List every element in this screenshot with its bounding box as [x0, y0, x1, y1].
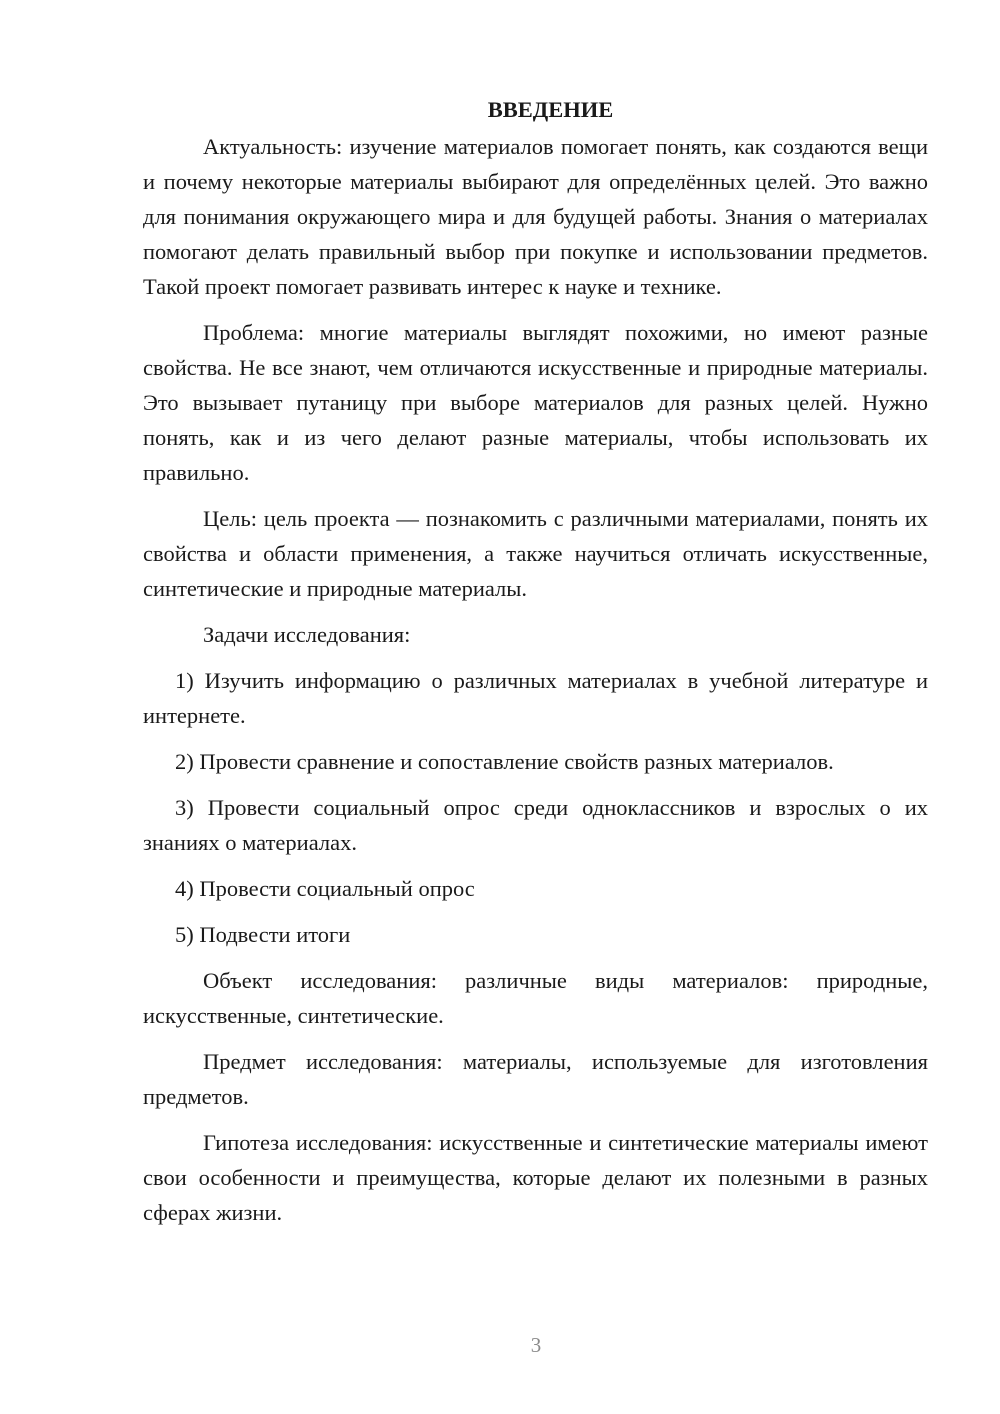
- tasks-list: [143, 663, 928, 952]
- page-title: ВВЕДЕНИЕ: [487, 97, 614, 122]
- paragraph-subject: Предмет исследования: материалы, используемые для изготовления предметов.: [143, 1049, 928, 1109]
- paragraph-object: Объект исследования: различные виды материалов: природные, искусственные, синтетические.: [143, 968, 928, 1028]
- list-item: 3) Провести социальный опрос среди одноклассников и взрослых о их знаниях о материалах.: [143, 795, 928, 855]
- list-item: 4) Провести социальный опрос: [175, 876, 475, 901]
- paragraph-hypothesis: Гипотеза исследования: искусственные и синтетические материалы имеют свои особенности и преимущества, которые делают их полезными в разных сферах жизни.: [143, 1130, 928, 1225]
- paragraph-relevance: Актуальность: изучение материалов помогает понять, как создаются вещи и почему некоторые материалы выбирают для определённых целей. Это важно для понимания окружающего мира и для будущей работы. Знания о материалах помогают делать правильный выбор при покупке и использовании предметов. Такой проект помогает развивать интерес к науке и технике.: [143, 134, 928, 299]
- page-number: 3: [530, 1333, 542, 1357]
- list-item: 2) Провести сравнение и сопоставление свойств разных материалов.: [175, 749, 834, 774]
- page-content: [143, 92, 928, 1241]
- paragraph-problem: Проблема: многие материалы выглядят похожими, но имеют разные свойства. Не все знают, чем отличаются искусственные и природные материалы. Это вызывает путаницу при выборе материалов для разных целей. Нужно понять, как и из чего делают разные материалы, чтобы использовать их правильно.: [143, 320, 928, 485]
- list-item: 1) Изучить информацию о различных материалах в учебной литературе и интернете.: [143, 668, 928, 728]
- paragraph-goal: Цель: цель проекта — познакомить с различными материалами, понять их свойства и области применения, а также научиться отличать искусственные, синтетические и природные материалы.: [143, 506, 928, 601]
- tasks-heading: Задачи исследования:: [203, 622, 411, 647]
- list-item: 5) Подвести итоги: [175, 922, 351, 947]
